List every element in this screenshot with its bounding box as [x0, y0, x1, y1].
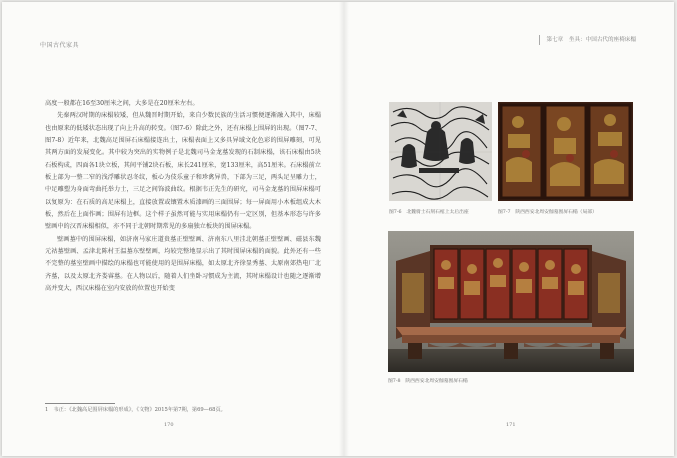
body-text — [45, 98, 321, 296]
paragraph: 先秦两汉时期的床榻较矮，但从魏晋时期开始，来自少数民族的生活习惯便逐渐融入其中，床榻也由原来的低矮状态出现了向上升高的转变。（图7-6）除此之外，还有床榻上围屏的出现。（图7-7、图7-8）近年来，北魏高足围屏石床榻接连出土，床榻表面上又多具异域文化色彩的围屏雕刻，可见其两方面的发展变化。其中较为突出的实物例子是北魏司马金龙墓发现的石制床榻，该石床榻由5块石板构成，四面各1块立板，其间平铺2块石板，床长241厘米，宽133厘米，高51厘米。石床榻前立板上部为一整二窄的浅浮雕状忍冬纹，板心为伎乐童子和珍禽异兽，下部为三足，两头足呈雕力士，中足雕塑为身面弯曲托举力士，三足之间饰波曲纹。根据韦正先生的研究，司马金龙墓的围屏床榻可以复原为：在石质的高足床榻上，直接放置或镶置木质漆画的三面围屏；每一屏面用小木板组成大木板，然后在上面作画；围屏有边框。这个样子虽然可能与实用床榻仍有一定区别，但基本形态与许多壁画中的汉晋床榻相似，亦不同于北朝时期常见的多扇独立板块的围屏床榻。 — [45, 112, 321, 231]
running-head-right: 第七章 坐具：中国古代的座椅床榻 — [539, 35, 636, 45]
page-number-left: 170 — [164, 422, 174, 428]
lacquer-screen-image — [498, 102, 633, 201]
footnote: 1 韦正：《北魏高足围屏床榻的形成》，《文物》2015年第7期，第69—68页。 — [45, 407, 226, 413]
paragraph: 高度一般都在16至30厘米之间，大多是在20厘米左右。 — [45, 100, 199, 107]
stone-couch-image — [388, 231, 634, 372]
figure-caption: 图7-7 陕西西安北周安伽墓围屏石榻（局部） — [498, 210, 597, 215]
paragraph: 壁画墓中的围屏床榻，如济南马家庄道贵墓正壁壁画、济南东八里洼北朝墓正壁壁画、磁县东魏元祜墓壁画、孟津北陈村王温墓东壁壁画，均较完整地显示出了其时围屏床榻的面貌。此外还有一些不完整的墓室壁画中描绘的床榻也可能使用的是围屏床榻，如太原北齐徐显秀墓、太原南郊热电厂北齐墓，以及太原北齐娄睿墓。在人物以后，随着人们坐卧习惯成为主流，其时床榻设计也随之逐渐增高并变大，西汉床榻在室内安放的位置也开始变 — [45, 235, 321, 293]
footnote-rule — [45, 403, 115, 404]
page-number-right: 171 — [506, 422, 516, 428]
book-gutter — [339, 2, 349, 456]
book-spread — [2, 2, 674, 456]
running-head-left: 中国古代家具 — [40, 42, 80, 49]
stone-rubbing-image — [389, 102, 492, 201]
figure-caption: 图7-8 陕西西安北周安伽墓围屏石榻 — [388, 379, 468, 384]
figure-caption: 图7-6 北魏骑士石刻石棺上太后出座 — [389, 210, 469, 215]
